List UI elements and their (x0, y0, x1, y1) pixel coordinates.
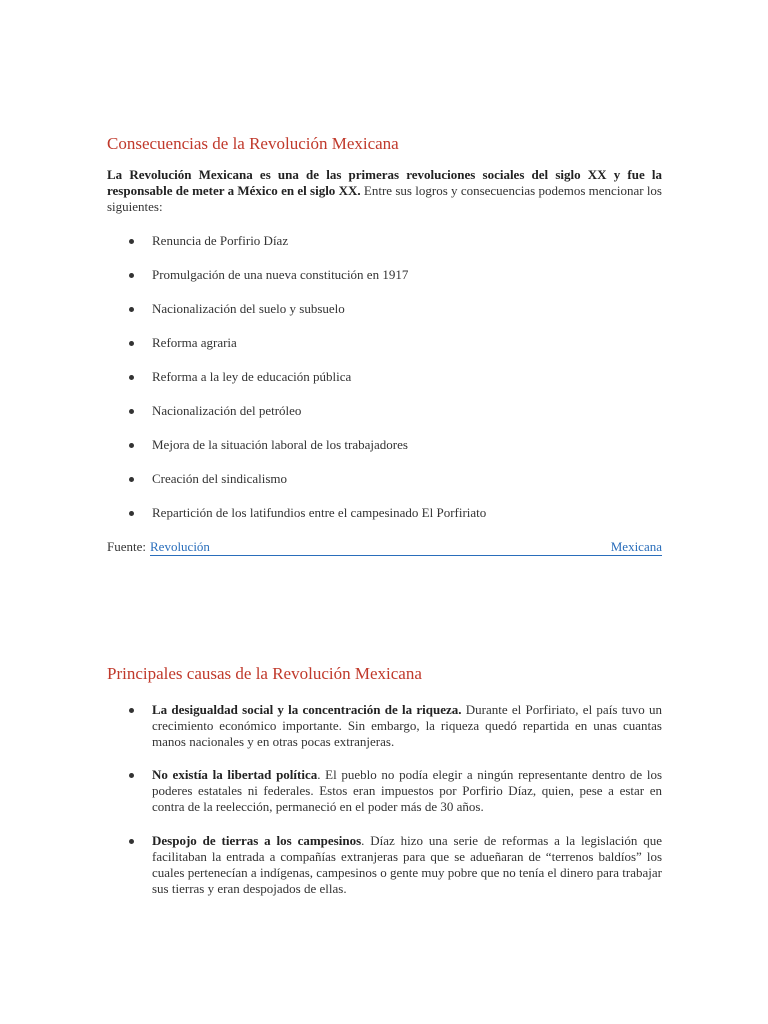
cause-bold-text: No existía la libertad política (152, 767, 318, 782)
list-item-text: Nacionalización del petróleo (152, 403, 302, 418)
list-item-text: Promulgación de una nueva constitución en 1917 (152, 267, 409, 282)
list-item-text: Creación del sindicalismo (152, 471, 288, 486)
list-item (107, 232, 662, 266)
bullet-icon (129, 307, 134, 312)
bullet-icon (129, 375, 134, 380)
cause-text: . Díaz hizo una serie de reformas a la legislación que facilitaban la entrada a compañías extranjeras para que se adueñaran de “terrenos baldíos” los cuales pertenecían a indígenas, campesinos o gente muy pobre que no tenía el dinero para trabajar sus tierras y eran despojados de ellas. (152, 833, 662, 896)
list-item-text: Repartición de los latifundios entre el campesinado El Porfiriato (152, 505, 487, 520)
source-label: Fuente: (107, 539, 146, 554)
list-item (107, 436, 662, 470)
source-link-mexicana[interactable]: Mexicana (610, 539, 662, 554)
intro-regular-text: Entre sus logros y consecuencias podemos mencionar los siguientes: (107, 183, 662, 214)
consequences-list (107, 232, 662, 538)
cause-bold-text: La desigualdad social y la concentración de la riqueza. (152, 702, 462, 717)
list-item (107, 504, 662, 538)
list-item (107, 402, 662, 436)
list-item (107, 334, 662, 368)
list-item (107, 833, 662, 897)
source-link-underline (210, 539, 611, 556)
list-item-text: Renuncia de Porfirio Díaz (152, 233, 289, 248)
list-item-text: Nacionalización del suelo y subsuelo (152, 301, 345, 316)
intro-paragraph (107, 167, 662, 215)
bullet-icon (129, 239, 134, 244)
intro-bold-text: La Revolución Mexicana es una de las primeras revoluciones sociales del siglo XX y fue la responsable de meter a México en el siglo XX. (107, 167, 662, 198)
list-item-text: Reforma agraria (152, 335, 237, 350)
list-item (107, 368, 662, 402)
list-item-text: Reforma a la ley de educación pública (152, 369, 352, 384)
list-item-text: Mejora de la situación laboral de los trabajadores (152, 437, 408, 452)
section-title-consecuencias: Consecuencias de la Revolución Mexicana (107, 134, 399, 153)
list-item (107, 702, 662, 750)
cause-text: Durante el Porfiriato, el país tuvo un crecimiento económico importante. Sin embargo, la riqueza quedó repartida en unas cuantas manos nacionales y en otras pocas extranjeras. (152, 702, 662, 749)
bullet-icon (129, 477, 134, 482)
cause-bold-text: Despojo de tierras a los campesinos (152, 833, 362, 848)
list-item (107, 266, 662, 300)
bullet-icon (129, 511, 134, 516)
cause-text: . El pueblo no podía elegir a ningún representante dentro de los poderes estatales ni federales. Estos eran impuestos por Porfirio Díaz, quien, pese a estar en contra de la reelección, permaneció en el poder más de 30 años. (152, 767, 662, 814)
bullet-icon (129, 708, 134, 713)
section-title-causas: Principales causas de la Revolución Mexicana (107, 664, 422, 683)
list-item (107, 767, 662, 815)
source-line (107, 539, 662, 556)
bullet-icon (129, 341, 134, 346)
bullet-icon (129, 839, 134, 844)
bullet-icon (129, 773, 134, 778)
list-item (107, 470, 662, 504)
source-link-revolucion[interactable]: Revolución (150, 539, 210, 554)
bullet-icon (129, 273, 134, 278)
bullet-icon (129, 443, 134, 448)
list-item (107, 300, 662, 334)
bullet-icon (129, 409, 134, 414)
